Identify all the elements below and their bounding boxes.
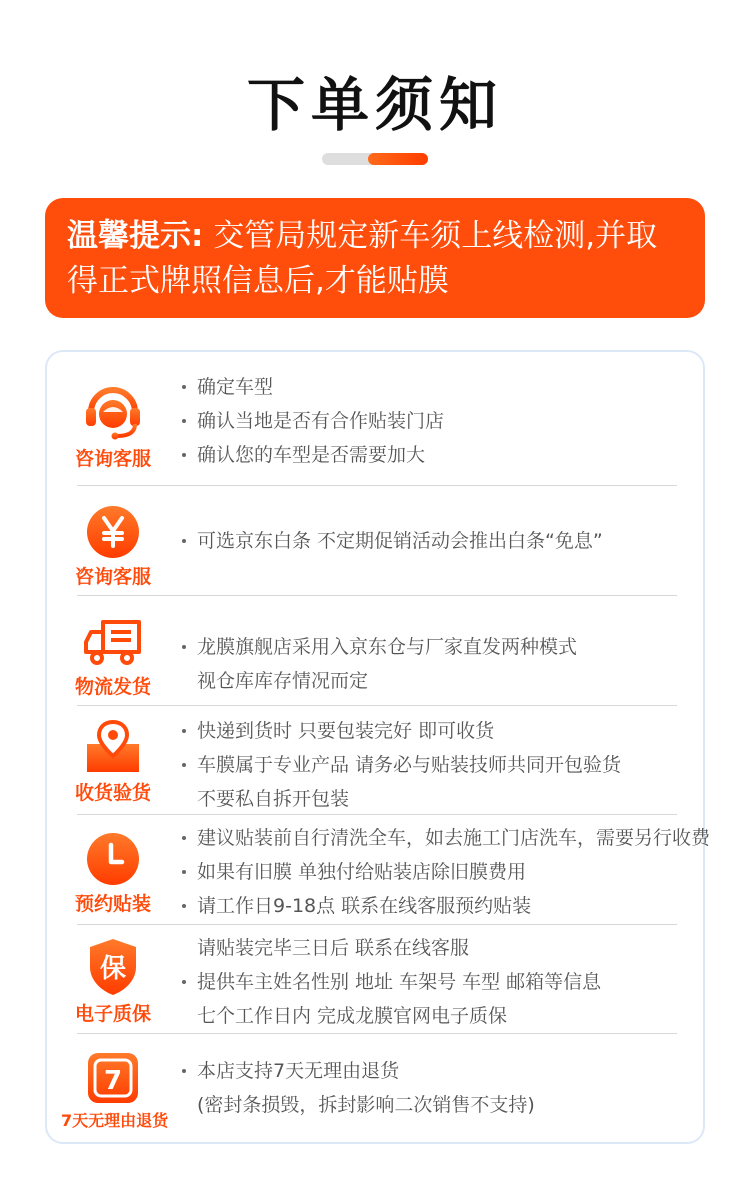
section-label: 物流发货 xyxy=(74,676,151,698)
list-item: 确认当地是否有合作贴装门店 xyxy=(177,404,703,438)
section-label: 咨询客服 xyxy=(74,566,151,588)
list-item: 车膜属于专业产品 请务必与贴装技师共同开包验货 xyxy=(177,748,703,782)
list-item: 不要私自拆开包装 xyxy=(197,788,350,810)
page-title: 下单须知 xyxy=(246,71,503,139)
section-consult-model xyxy=(47,368,703,484)
section-label: 7天无理由退货 xyxy=(61,1111,169,1130)
title-underline xyxy=(322,153,428,165)
section-label: 预约贴装 xyxy=(74,893,151,915)
list-item: 本店支持7天无理由退货 xyxy=(177,1054,703,1088)
section-logistics xyxy=(47,596,703,704)
svg-text:保: 保 xyxy=(99,954,127,984)
headset-icon xyxy=(81,378,145,442)
list-item: 七个工作日内 完成龙膜官网电子质保 xyxy=(197,1005,508,1027)
list-item: 视仓库库存情况而定 xyxy=(197,670,369,692)
list-item: 确认您的车型是否需要加大 xyxy=(177,438,703,472)
section-label: 电子质保 xyxy=(74,1003,151,1025)
section-return-policy xyxy=(47,1034,703,1142)
section-warranty xyxy=(47,925,703,1033)
notice-label: 温馨提示: xyxy=(67,218,204,254)
list-item: 请工作日9-18点 联系在线客服预约贴装 xyxy=(177,889,703,923)
location-box-icon xyxy=(83,718,143,776)
section-consult-payment xyxy=(47,486,703,594)
section-label: 收货验货 xyxy=(74,782,151,804)
list-item: 如果有旧膜 单独付给贴装店除旧膜费用 xyxy=(177,855,703,889)
list-item: 建议贴装前自行清洗全车，如去施工门店洗车，需要另行收费 xyxy=(177,821,703,855)
notice-banner xyxy=(45,198,705,318)
notice-line-2: 得正式牌照信息后,才能贴膜 xyxy=(67,263,449,299)
shield-icon xyxy=(86,937,140,997)
list-item: 快递到货时 只要包装完好 即可收货 xyxy=(177,714,703,748)
notice-line-1: 交管局规定新车须上线检测,并取 xyxy=(203,218,658,254)
section-appointment xyxy=(47,815,711,923)
list-item: 龙膜旗舰店采用入京东仓与厂家直发两种模式 xyxy=(177,630,703,664)
clock-icon xyxy=(85,831,141,887)
list-item: 可选京东白条 不定期促销活动会推出白条“免息” xyxy=(177,524,703,558)
list-item: (密封条损毁，拆封影响二次销售不支持) xyxy=(197,1094,535,1116)
list-item: 提供车主姓名性别 地址 车架号 车型 邮箱等信息 xyxy=(177,965,703,999)
list-item: 请贴装完毕三日后 联系在线客服 xyxy=(197,937,470,959)
return-badge-icon xyxy=(85,1050,141,1106)
section-label: 咨询客服 xyxy=(74,448,151,470)
list-item: 确定车型 xyxy=(177,370,703,404)
svg-text:7: 7 xyxy=(103,1066,123,1096)
truck-icon xyxy=(83,614,143,670)
section-receiving xyxy=(47,706,703,814)
yen-icon xyxy=(85,504,141,560)
info-card xyxy=(45,350,711,1144)
